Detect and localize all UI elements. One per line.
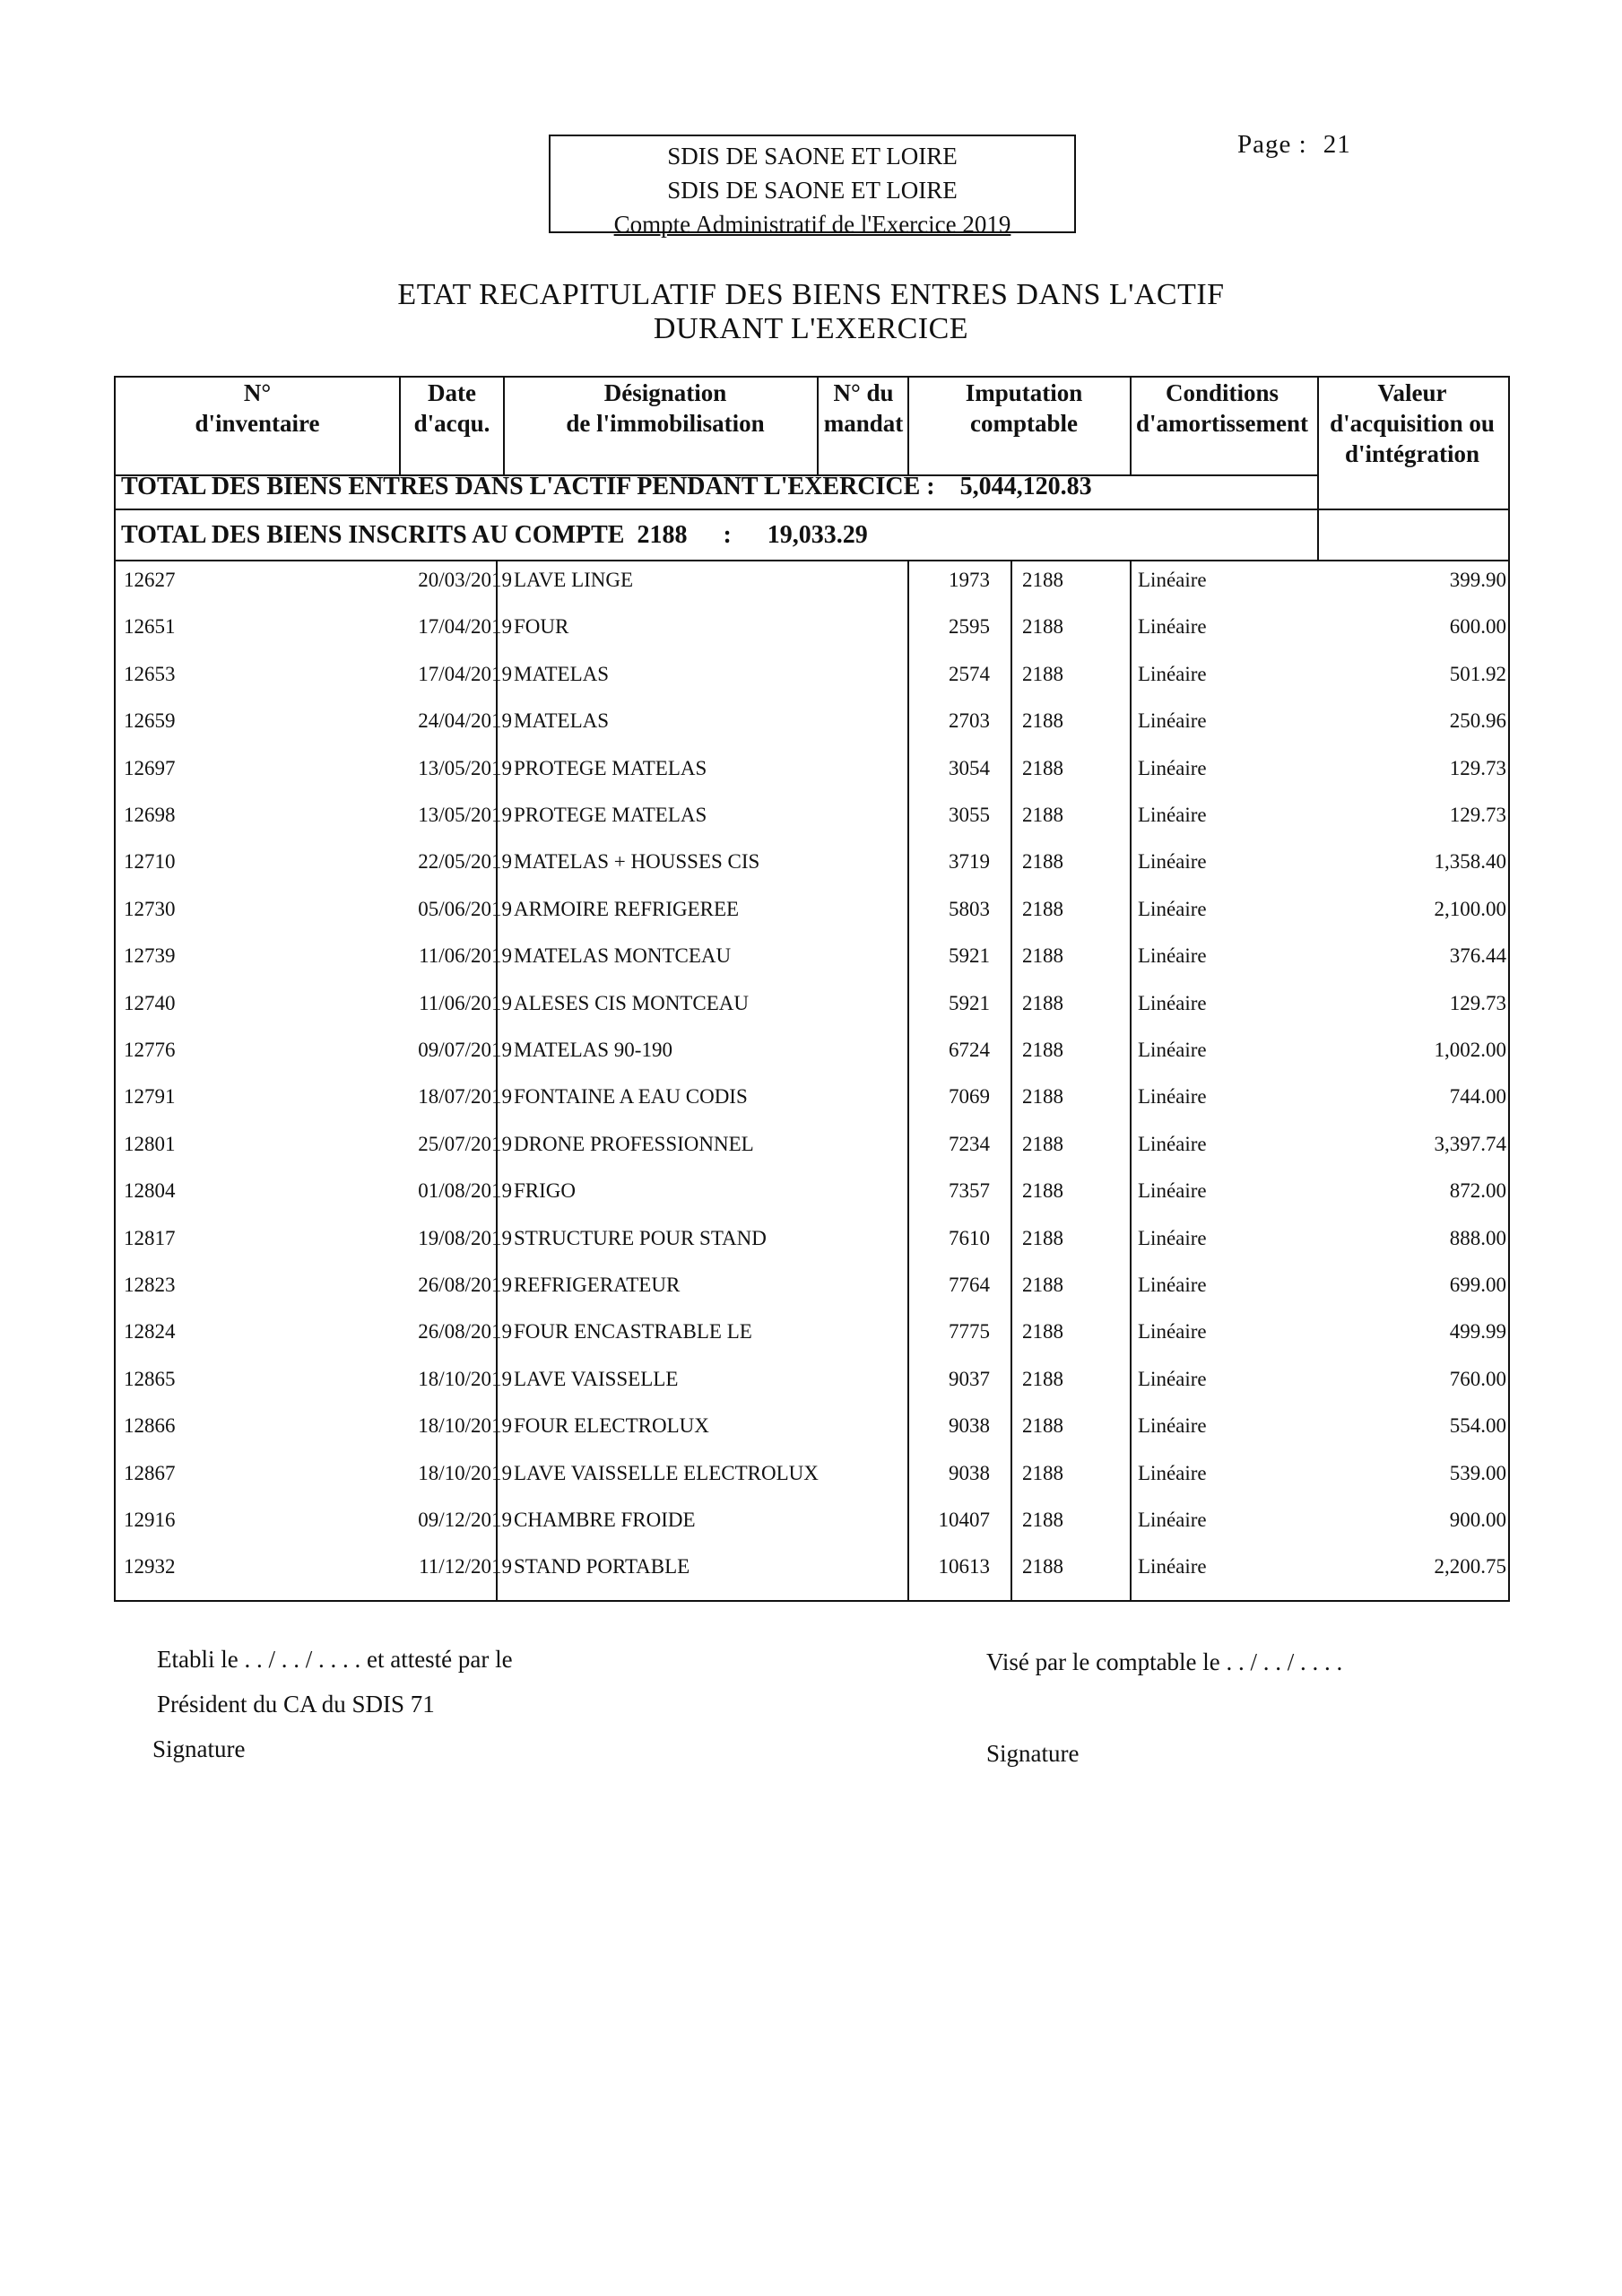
designation-cell: LAVE VAISSELLE: [514, 1367, 679, 1390]
account-imputation-cell: 2188: [1022, 897, 1063, 920]
mandate-number-cell: 9038: [949, 1414, 990, 1438]
account-imputation-cell: 2188: [1022, 1085, 1063, 1109]
designation-cell: STRUCTURE POUR STAND: [514, 1226, 767, 1249]
mandate-number-cell: 6724: [949, 1039, 990, 1061]
acquisition-date-cell: 22/05/2019: [418, 850, 512, 874]
acquisition-date-cell: 18/07/2019: [418, 1085, 512, 1109]
total-exercice: [121, 473, 1092, 501]
mandate-number-cell: 10613: [938, 1555, 990, 1578]
header-text: d'acquisition ou: [1330, 410, 1495, 437]
mandate-number-cell: 10407: [938, 1509, 990, 1531]
inventory-number-cell: 12791: [124, 1085, 176, 1109]
table-row: [114, 1172, 1510, 1219]
acquisition-value-cell: 2,100.00: [1434, 897, 1506, 920]
acquisition-value-cell: 554.00: [1449, 1414, 1506, 1438]
acquisition-value-cell: 760.00: [1449, 1367, 1506, 1390]
header-mandat: [819, 378, 908, 439]
designation-cell: PROTEGE MATELAS: [514, 804, 707, 826]
designation-cell: MATELAS: [514, 709, 610, 733]
table-row: [114, 1501, 1510, 1548]
total-compte-value: 19,033.29: [767, 521, 868, 549]
page-label: Page :: [1237, 130, 1307, 159]
designation-cell: FOUR ENCASTRABLE LE: [514, 1320, 752, 1344]
designation-cell: MATELAS 90-190: [514, 1039, 672, 1061]
mandate-number-cell: 2595: [949, 615, 990, 639]
table-row: [114, 656, 1510, 702]
amortization-conditions-cell: Linéaire: [1138, 569, 1207, 591]
account-imputation-cell: 2188: [1022, 1414, 1063, 1438]
mandate-number-cell: 2703: [949, 709, 990, 733]
table-row: [114, 937, 1510, 984]
mandate-number-cell: 2574: [949, 662, 990, 685]
mandate-number-cell: 5803: [949, 897, 990, 920]
acquisition-value-cell: 600.00: [1449, 615, 1506, 639]
acquisition-value-cell: 129.73: [1449, 804, 1506, 826]
acquisition-date-cell: 19/08/2019: [418, 1226, 512, 1249]
total-exercice-value: 5,044,120.83: [959, 473, 1092, 500]
total-exercice-label: TOTAL DES BIENS ENTRES DANS L'ACTIF PENDANT L'EXERCICE :: [121, 473, 935, 500]
table-row: [114, 796, 1510, 843]
mandate-number-cell: 5921: [949, 944, 990, 968]
header-designation: [517, 378, 813, 439]
mandate-number-cell: 7234: [949, 1132, 990, 1155]
amortization-conditions-cell: Linéaire: [1138, 1274, 1207, 1296]
acquisition-date-cell: 18/10/2019: [418, 1414, 512, 1438]
header-text: Imputation: [965, 379, 1083, 406]
header-text: Valeur: [1377, 379, 1447, 406]
amortization-conditions-cell: Linéaire: [1138, 897, 1207, 920]
mandate-number-cell: 7069: [949, 1085, 990, 1109]
acquisition-value-cell: 900.00: [1449, 1509, 1506, 1531]
table-row: [114, 1548, 1510, 1595]
account-imputation-cell: 2188: [1022, 1179, 1063, 1203]
account-imputation-cell: 2188: [1022, 709, 1063, 733]
table-row: [114, 1078, 1510, 1125]
account-imputation-cell: 2188: [1022, 991, 1063, 1014]
mandate-number-cell: 5921: [949, 991, 990, 1014]
amortization-conditions-cell: Linéaire: [1138, 850, 1207, 874]
table-row: [114, 1361, 1510, 1407]
table-row: [114, 1031, 1510, 1078]
document-header-box: [549, 135, 1076, 238]
amortization-conditions-cell: Linéaire: [1138, 1179, 1207, 1203]
acquisition-value-cell: 399.90: [1449, 569, 1506, 591]
amortization-conditions-cell: Linéaire: [1138, 756, 1207, 779]
table-row: [114, 702, 1510, 749]
header-text: d'inventaire: [195, 410, 320, 437]
acquisition-date-cell: 17/04/2019: [418, 662, 512, 685]
mandate-number-cell: 3055: [949, 804, 990, 826]
account-imputation-cell: 2188: [1022, 850, 1063, 874]
designation-cell: FOUR ELECTROLUX: [514, 1414, 709, 1438]
acquisition-value-cell: 888.00: [1449, 1226, 1506, 1249]
inventory-number-cell: 12651: [124, 615, 176, 639]
title-line-1: ETAT RECAPITULATIF DES BIENS ENTRES DANS L'ACTIF: [397, 278, 1225, 311]
assets-table: [114, 376, 1510, 1602]
inventory-number-cell: 12739: [124, 944, 176, 968]
account-imputation-cell: 2188: [1022, 1226, 1063, 1249]
designation-cell: MATELAS: [514, 662, 610, 685]
header-inventaire: [168, 378, 347, 439]
designation-cell: ALESES CIS MONTCEAU: [514, 991, 749, 1014]
table-row: [114, 1220, 1510, 1266]
account-imputation-cell: 2188: [1022, 804, 1063, 826]
account-imputation-cell: 2188: [1022, 944, 1063, 968]
total-divider: [114, 509, 1510, 510]
table-row: [114, 1313, 1510, 1360]
inventory-number-cell: 12823: [124, 1274, 176, 1296]
mandate-number-cell: 7357: [949, 1179, 990, 1203]
acquisition-value-cell: 1,358.40: [1434, 850, 1506, 874]
amortization-conditions-cell: Linéaire: [1138, 991, 1207, 1014]
designation-cell: FOUR: [514, 615, 569, 639]
table-row: [114, 608, 1510, 655]
amortization-conditions-cell: Linéaire: [1138, 1320, 1207, 1344]
amortization-conditions-cell: Linéaire: [1138, 615, 1207, 639]
inventory-number-cell: 12697: [124, 756, 176, 779]
header-text: de l'immobilisation: [566, 410, 765, 437]
account-imputation-cell: 2188: [1022, 1509, 1063, 1531]
amortization-conditions-cell: Linéaire: [1138, 1555, 1207, 1578]
inventory-number-cell: 12916: [124, 1509, 176, 1531]
account-imputation-cell: 2188: [1022, 1039, 1063, 1061]
acquisition-value-cell: 501.92: [1449, 662, 1506, 685]
amortization-conditions-cell: Linéaire: [1138, 662, 1207, 685]
amortization-conditions-cell: Linéaire: [1138, 1039, 1207, 1061]
designation-cell: MATELAS MONTCEAU: [514, 944, 732, 968]
acquisition-value-cell: 376.44: [1449, 944, 1506, 968]
acquisition-value-cell: 539.00: [1449, 1461, 1506, 1484]
account-imputation-cell: 2188: [1022, 1461, 1063, 1484]
account-imputation-cell: 2188: [1022, 1320, 1063, 1344]
acquisition-date-cell: 24/04/2019: [418, 709, 512, 733]
total-compte-separator: :: [723, 521, 732, 549]
designation-cell: PROTEGE MATELAS: [514, 756, 707, 779]
acquisition-date-cell: 11/06/2019: [419, 944, 512, 968]
inventory-number-cell: 12865: [124, 1367, 176, 1390]
inventory-number-cell: 12804: [124, 1179, 176, 1203]
acquisition-date-cell: 11/12/2019: [419, 1555, 512, 1578]
inventory-number-cell: 12801: [124, 1132, 176, 1155]
mandate-number-cell: 3719: [949, 850, 990, 874]
header-text: N°: [243, 379, 272, 406]
amortization-conditions-cell: Linéaire: [1138, 1367, 1207, 1390]
mandate-number-cell: 9037: [949, 1367, 990, 1390]
header-conditions: [1125, 378, 1319, 439]
total-compte-account: 2188: [637, 521, 688, 549]
page-number: [1237, 130, 1351, 160]
inventory-number-cell: 12932: [124, 1555, 176, 1578]
acquisition-date-cell: 09/07/2019: [418, 1039, 512, 1061]
designation-cell: REFRIGERATEUR: [514, 1274, 681, 1296]
table-row: [114, 750, 1510, 796]
amortization-conditions-cell: Linéaire: [1138, 804, 1207, 826]
acquisition-date-cell: 17/04/2019: [418, 615, 512, 639]
inventory-number-cell: 12824: [124, 1320, 176, 1344]
inventory-number-cell: 12659: [124, 709, 176, 733]
acquisition-date-cell: 05/06/2019: [418, 897, 512, 920]
header-imputation: [921, 378, 1127, 439]
inventory-number-cell: 12710: [124, 850, 176, 874]
header-text: d'intégration: [1344, 440, 1479, 467]
acquisition-date-cell: 25/07/2019: [418, 1132, 512, 1155]
designation-cell: FRIGO: [514, 1179, 577, 1203]
org-line-1: SDIS DE SAONE ET LOIRE: [667, 143, 958, 170]
designation-cell: ARMOIRE REFRIGEREE: [514, 897, 740, 920]
acquisition-date-cell: 11/06/2019: [419, 991, 512, 1014]
mandate-number-cell: 7764: [949, 1274, 990, 1296]
mandate-number-cell: 7610: [949, 1226, 990, 1249]
acquisition-value-cell: 3,397.74: [1434, 1132, 1506, 1155]
account-imputation-cell: 2188: [1022, 1132, 1063, 1155]
acquisition-date-cell: 01/08/2019: [418, 1179, 512, 1203]
acquisition-date-cell: 18/10/2019: [418, 1461, 512, 1484]
table-row: [114, 561, 1510, 608]
mandate-number-cell: 9038: [949, 1461, 990, 1484]
table-row: [114, 891, 1510, 937]
table-row: [114, 1126, 1510, 1172]
table-row: [114, 985, 1510, 1031]
header-text: d'amortissement: [1136, 410, 1308, 437]
amortization-conditions-cell: Linéaire: [1138, 709, 1207, 733]
acquisition-value-cell: 1,002.00: [1434, 1039, 1506, 1061]
acquisition-date-cell: 09/12/2019: [418, 1509, 512, 1531]
acquisition-date-cell: 26/08/2019: [418, 1274, 512, 1296]
account-imputation-cell: 2188: [1022, 1367, 1063, 1390]
acquisition-value-cell: 744.00: [1449, 1085, 1506, 1109]
acquisition-value-cell: 129.73: [1449, 756, 1506, 779]
inventory-number-cell: 12867: [124, 1461, 176, 1484]
header-valeur: [1312, 378, 1513, 469]
designation-cell: MATELAS + HOUSSES CIS: [514, 850, 760, 874]
acquisition-date-cell: 13/05/2019: [418, 756, 512, 779]
acquisition-value-cell: 2,200.75: [1434, 1555, 1506, 1578]
amortization-conditions-cell: Linéaire: [1138, 1132, 1207, 1155]
org-line-2: SDIS DE SAONE ET LOIRE: [667, 177, 958, 204]
header-text: N° du: [833, 379, 894, 406]
inventory-number-cell: 12627: [124, 569, 176, 591]
designation-cell: LAVE LINGE: [514, 569, 634, 591]
page-title: [0, 278, 1622, 346]
account-imputation-cell: 2188: [1022, 569, 1063, 591]
acquisition-date-cell: 26/08/2019: [418, 1320, 512, 1344]
acquisition-date-cell: 18/10/2019: [418, 1367, 512, 1390]
amortization-conditions-cell: Linéaire: [1138, 1414, 1207, 1438]
acquisition-date-cell: 13/05/2019: [418, 804, 512, 826]
inventory-number-cell: 12817: [124, 1226, 176, 1249]
acquisition-value-cell: 129.73: [1449, 991, 1506, 1014]
account-imputation-cell: 2188: [1022, 662, 1063, 685]
etabli-line: Etabli le . . / . . / . . . . et attesté par le: [157, 1646, 513, 1673]
designation-cell: LAVE VAISSELLE ELECTROLUX: [514, 1461, 819, 1484]
header-text: d'acqu.: [413, 410, 490, 437]
account-imputation-cell: 2188: [1022, 756, 1063, 779]
inventory-number-cell: 12698: [124, 804, 176, 826]
mandate-number-cell: 1973: [949, 569, 990, 591]
inventory-number-cell: 12866: [124, 1414, 176, 1438]
designation-cell: STAND PORTABLE: [514, 1555, 690, 1578]
acquisition-date-cell: 20/03/2019: [418, 569, 512, 591]
total-compte: [121, 521, 868, 550]
header-text: mandat: [823, 410, 904, 437]
account-imputation-cell: 2188: [1022, 615, 1063, 639]
vise-line: Visé par le comptable le . . / . . / . . . .: [986, 1648, 1343, 1675]
designation-cell: CHAMBRE FROIDE: [514, 1509, 696, 1531]
designation-cell: DRONE PROFESSIONNEL: [514, 1132, 754, 1155]
table-row: [114, 1266, 1510, 1313]
amortization-conditions-cell: Linéaire: [1138, 1461, 1207, 1484]
signature-left: Signature: [152, 1735, 246, 1762]
president-line: Président du CA du SDIS 71: [157, 1691, 435, 1718]
table-row: [114, 1455, 1510, 1501]
table-row: [114, 1407, 1510, 1454]
title-line-2: DURANT L'EXERCICE: [653, 312, 969, 345]
inventory-number-cell: 12730: [124, 897, 176, 920]
amortization-conditions-cell: Linéaire: [1138, 1509, 1207, 1531]
amortization-conditions-cell: Linéaire: [1138, 1085, 1207, 1109]
account-line: Compte Administratif de l'Exercice 2019: [613, 211, 1011, 238]
signature-right: Signature: [986, 1740, 1080, 1767]
header-text: Conditions: [1165, 379, 1279, 406]
table-border-bottom: [114, 1600, 1510, 1602]
header-text: Date: [428, 379, 476, 406]
total-compte-label: TOTAL DES BIENS INSCRITS AU COMPTE: [121, 521, 625, 549]
acquisition-value-cell: 699.00: [1449, 1274, 1506, 1296]
acquisition-value-cell: 499.99: [1449, 1320, 1506, 1344]
mandate-number-cell: 7775: [949, 1320, 990, 1344]
header-date: [394, 378, 510, 439]
acquisition-value-cell: 872.00: [1449, 1179, 1506, 1203]
inventory-number-cell: 12776: [124, 1039, 176, 1061]
designation-cell: FONTAINE A EAU CODIS: [514, 1085, 748, 1109]
inventory-number-cell: 12740: [124, 991, 176, 1014]
inventory-number-cell: 12653: [124, 662, 176, 685]
header-text: comptable: [970, 410, 1078, 437]
table-row: [114, 843, 1510, 890]
page-number-value: 21: [1323, 130, 1351, 159]
amortization-conditions-cell: Linéaire: [1138, 944, 1207, 968]
account-imputation-cell: 2188: [1022, 1274, 1063, 1296]
acquisition-value-cell: 250.96: [1449, 709, 1506, 733]
mandate-number-cell: 3054: [949, 756, 990, 779]
account-imputation-cell: 2188: [1022, 1555, 1063, 1578]
header-text: Désignation: [603, 379, 727, 406]
amortization-conditions-cell: Linéaire: [1138, 1226, 1207, 1249]
